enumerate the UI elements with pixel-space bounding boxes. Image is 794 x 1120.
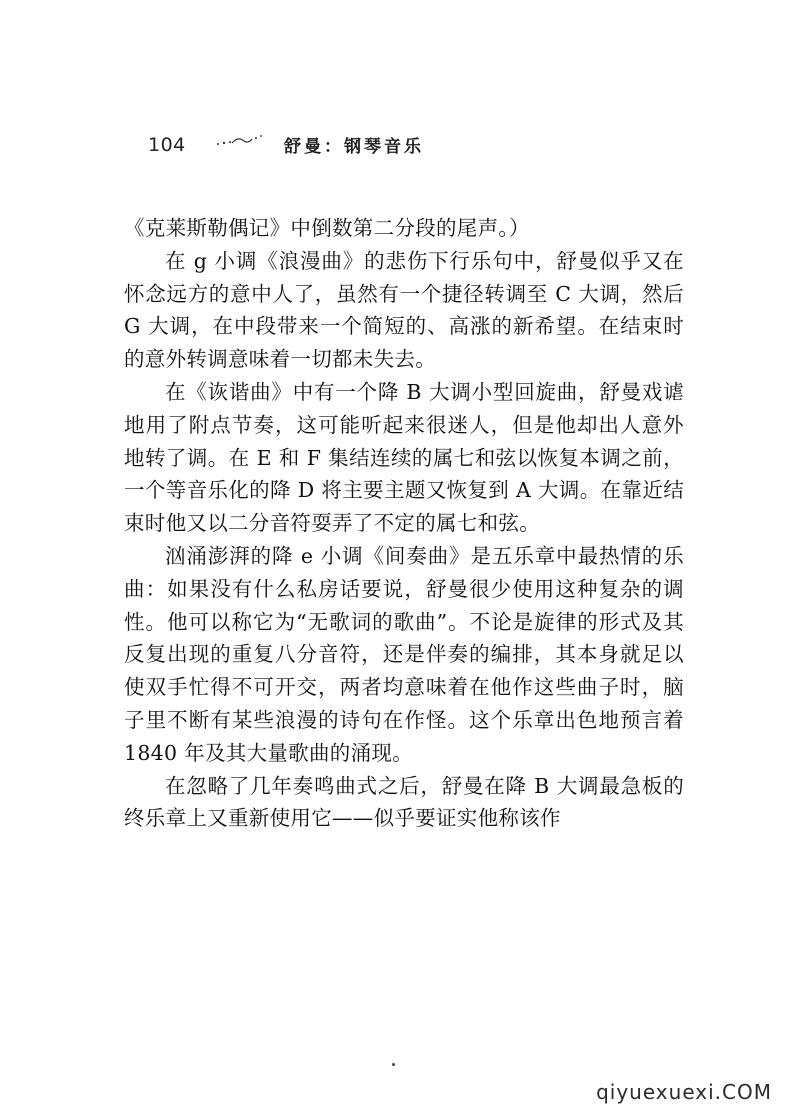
paragraph-finale: 在忽略了几年奏鸣曲式之后，舒曼在降 B 大调最急板的终乐章上又重新使用它——似乎要证实他称该作 <box>124 773 684 831</box>
body-text <box>124 212 684 835</box>
paragraph-romance: 在 g 小调《浪漫曲》的悲伤下行乐句中，舒曼似乎又在怀念远方的意中人了，虽然有一个捷径转调至 C 大调，然后 G 大调，在中段带来一个简短的、高涨的新希望。在结束时的意外转调意味着一切都未失去。 <box>124 248 684 372</box>
paragraph-scherzo: 在《诙谐曲》中有一个降 B 大调小型回旋曲，舒曼戏谑地用了附点节奏，这可能听起来很迷人，但是他却出人意外地转了调。在 E 和 F 集结连续的属七和弦以恢复本调之前，一个等音乐化的降 D 将主要主题又恢复到 A 大调。在靠近结束时他又以二分音符耍弄了不定的属七和弦。 <box>124 379 684 536</box>
page-number: 104 <box>148 134 186 156</box>
running-title: 舒曼：钢琴音乐 <box>284 137 424 157</box>
paragraph-intermezzo: 汹涌澎湃的降 e 小调《间奏曲》是五乐章中最热情的乐曲：如果没有什么私房话要说，舒曼很少使用这种复杂的调性。他可以称它为“无歌词的歌曲”。不论是旋律的形式及其反复出现的重复八分音符，还是伴奏的编排，其本身就足以使双手忙得不可开交，两者均意味着在他作这些曲子时，脑子里不断有某些浪漫的诗句在作怪。这个乐章出色地预言着 1840 年及其大量歌曲的涌现。 <box>124 543 684 765</box>
paragraph-continuation: 《克莱斯勒偶记》中倒数第二分段的尾声。） <box>124 216 530 240</box>
footer-dot <box>392 1063 395 1066</box>
page-header <box>148 128 674 160</box>
site-watermark: qiyuexuexi.COM <box>596 1080 772 1104</box>
ornament-flourish-icon <box>214 132 266 148</box>
